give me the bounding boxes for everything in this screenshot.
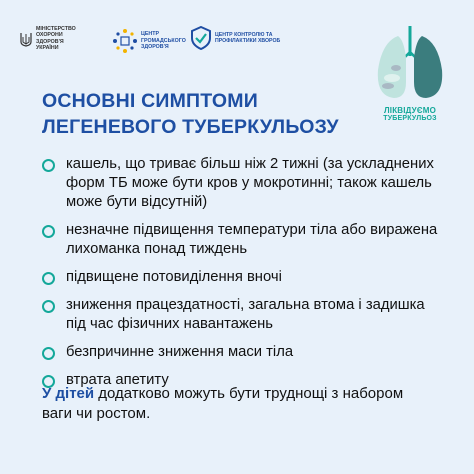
campaign-title-line2: ТУБЕРКУЛЬОЗ xyxy=(383,115,437,123)
list-item-text: підвищене потовиділення вночі xyxy=(66,269,282,285)
circle-bullet-icon xyxy=(42,347,55,360)
list-item-text: кашель, що триває більш ніж 2 тижні (за ускладнених форм ТБ може бути кров у мокротинні; також кашель може бути відсутній) xyxy=(66,156,434,210)
partner-logos xyxy=(20,24,350,68)
campaign-logo xyxy=(364,22,456,132)
children-note xyxy=(42,384,432,423)
circle-bullet-icon xyxy=(42,272,55,285)
circle-bullet-icon xyxy=(42,225,55,238)
page-title xyxy=(42,88,362,140)
list-item xyxy=(42,221,447,259)
list-item-text: незначне підвищення температури тіла або виражена лихоманка понад тиждень xyxy=(66,222,438,257)
campaign-title xyxy=(364,106,456,123)
list-item-text: безпричинне зниження маси тіла xyxy=(66,344,294,360)
trident-icon xyxy=(20,31,32,47)
lungs-icon xyxy=(364,22,456,106)
children-note-lead: У дітей xyxy=(42,385,95,402)
cpz-logo xyxy=(112,28,189,54)
list-item-text: зниження працездатності, загальна втома і задишка під час фізичних навантажень xyxy=(66,297,425,332)
children-note-text: додатково можуть бути труднощі з набором ваги чи ростом. xyxy=(42,385,404,422)
ckpz-logo xyxy=(190,26,293,50)
cpz-emblem-icon xyxy=(112,28,138,54)
list-item xyxy=(42,343,447,362)
circle-bullet-icon xyxy=(42,159,55,172)
cpz-logo-text: ЦЕНТР ГРОМАДСЬКОГО ЗДОРОВ'Я xyxy=(141,31,186,51)
list-item-text: втрата апетиту xyxy=(66,372,169,388)
circle-bullet-icon xyxy=(42,300,55,313)
symptoms-list xyxy=(42,155,447,399)
list-item xyxy=(42,268,447,287)
campaign-title-line1: ЛІКВІДУЄМО xyxy=(383,106,437,115)
list-item xyxy=(42,155,447,212)
moz-logo-text: МІНІСТЕРСТВО ОХОРОНИ ЗДОРОВ'Я УКРАЇНИ xyxy=(36,26,76,52)
page-title-line2: ЛЕГЕНЕВОГО ТУБЕРКУЛЬОЗУ xyxy=(42,116,339,138)
moz-logo xyxy=(20,26,80,51)
ckpz-logo-text: ЦЕНТР КОНТРОЛЮ ТА ПРОФІЛАКТИКИ ХВОРОБ xyxy=(215,31,281,44)
page-title-line1: ОСНОВНІ СИМПТОМИ xyxy=(42,90,258,112)
list-item xyxy=(42,296,447,334)
shield-icon xyxy=(190,26,212,50)
